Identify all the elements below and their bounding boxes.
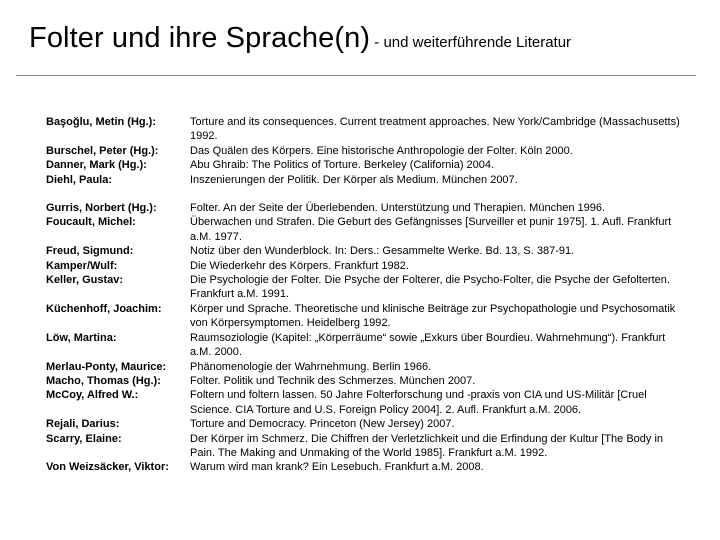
reference-author: Rejali, Darius: <box>46 418 120 431</box>
reference-author: Scarry, Elaine: <box>46 432 122 445</box>
reference-author: Danner, Mark (Hg.): <box>46 159 147 172</box>
reference-author: Gurris, Norbert (Hg.): <box>46 202 157 215</box>
title-main: Folter und ihre Sprache(n) <box>29 22 371 54</box>
reference-row <box>46 331 686 360</box>
reference-row <box>46 388 686 417</box>
reference-row <box>46 144 686 158</box>
reference-row <box>46 302 686 331</box>
reference-text: Phänomenologie der Wahrnehmung. Berlin 1966. <box>190 360 432 373</box>
reference-row <box>46 360 686 374</box>
title-subtitle: - und weiterführende Literatur <box>370 34 572 51</box>
reference-author: Kamper/Wulf: <box>46 259 118 272</box>
reference-author: Merlau-Ponty, Maurice: <box>46 360 167 373</box>
reference-row <box>46 432 686 461</box>
reference-author: Diehl, Paula: <box>46 173 113 186</box>
reference-author: Keller, Gustav: <box>46 274 124 287</box>
reference-author: Burschel, Peter (Hg.): <box>46 144 159 157</box>
reference-row <box>46 374 686 388</box>
reference-row <box>46 259 686 273</box>
reference-row <box>46 417 686 431</box>
reference-text: Raumsoziologie (Kapitel: „Körperräume“ sowie „Exkurs über Bourdieu. Wahrnehmung“). Frankfurt a.M. 2000. <box>190 331 666 359</box>
reference-row <box>46 273 686 302</box>
reference-text: Warum wird man krank? Ein Lesebuch. Frankfurt a.M. 2008. <box>190 461 484 474</box>
reference-row <box>46 244 686 258</box>
reference-row <box>46 460 686 474</box>
reference-text: Die Wiederkehr des Körpers. Frankfurt 1982. <box>190 259 409 272</box>
reference-author: Foucault, Michel: <box>46 216 136 229</box>
reference-author: Küchenhoff, Joachim: <box>46 302 162 315</box>
reference-text: Abu Ghraib: The Politics of Torture. Berkeley (California) 2004. <box>190 159 495 172</box>
reference-text: Das Quälen des Körpers. Eine historische Anthropologie der Folter. Köln 2000. <box>190 144 573 157</box>
reference-row <box>46 173 686 187</box>
reference-text: Folter. Politik und Technik des Schmerzes. München 2007. <box>190 374 476 387</box>
reference-text: Körper und Sprache. Theoretische und klinische Beiträge zur Psychopathologie und Psychosomatik von Körpersymptomen. Heidelberg 1992. <box>190 302 676 330</box>
reference-author: Macho, Thomas (Hg.): <box>46 374 161 387</box>
page-title <box>29 22 571 55</box>
reference-text: Inszenierungen der Politik. Der Körper als Medium. München 2007. <box>190 173 518 186</box>
reference-author: Von Weizsäcker, Viktor: <box>46 461 169 474</box>
reference-text: Folter. An der Seite der Überlebenden. Unterstützung und Therapien. München 1996. <box>190 202 606 215</box>
reference-text: Torture and Democracy. Princeton (New Jersey) 2007. <box>190 418 455 431</box>
reference-author: Freud, Sigmund: <box>46 245 134 258</box>
reference-text: Überwachen und Strafen. Die Geburt des Gefängnisses [Surveiller et punir 1975]. 1. Aufl. Frankfurt a.M. 1977. <box>190 216 672 243</box>
reference-author: Löw, Martina: <box>46 331 117 344</box>
reference-author: Başoğlu, Metin (Hg.): <box>46 116 156 128</box>
reference-text: Torture and its consequences. Current treatment approaches. New York/Cambridge (Massachusetts) 1992. <box>190 116 680 143</box>
reference-row <box>46 215 686 244</box>
reference-text: Foltern und foltern lassen. 50 Jahre Folterforschung und -praxis von CIA und US-Militär [Cruel Science. CIA Torture and U.S. Foreign Policy 2004]. 2. Aufl. Frankfurt a.M. 2006. <box>190 389 647 416</box>
reference-list <box>46 115 686 475</box>
reference-text: Der Körper im Schmerz. Die Chiffren der Verletzlichkeit und die Erfindung der Kultur [The Body in Pain. The Making and Unmaking of the World 1985]. Frankfurt a.M. 1992. <box>190 432 664 459</box>
reference-author: McCoy, Alfred W.: <box>46 389 139 402</box>
reference-text: Notiz über den Wunderblock. In: Ders.: Gesammelte Werke. Bd. 13, S. 387-91. <box>190 245 575 258</box>
reference-text: Die Psychologie der Folter. Die Psyche der Folterer, die Psycho-Folter, die Psyche der Gefolterten. Frankfurt a.M. 1991. <box>190 274 670 301</box>
reference-row <box>46 201 686 215</box>
reference-row <box>46 158 686 172</box>
reference-row <box>46 115 686 144</box>
title-divider <box>16 75 696 76</box>
